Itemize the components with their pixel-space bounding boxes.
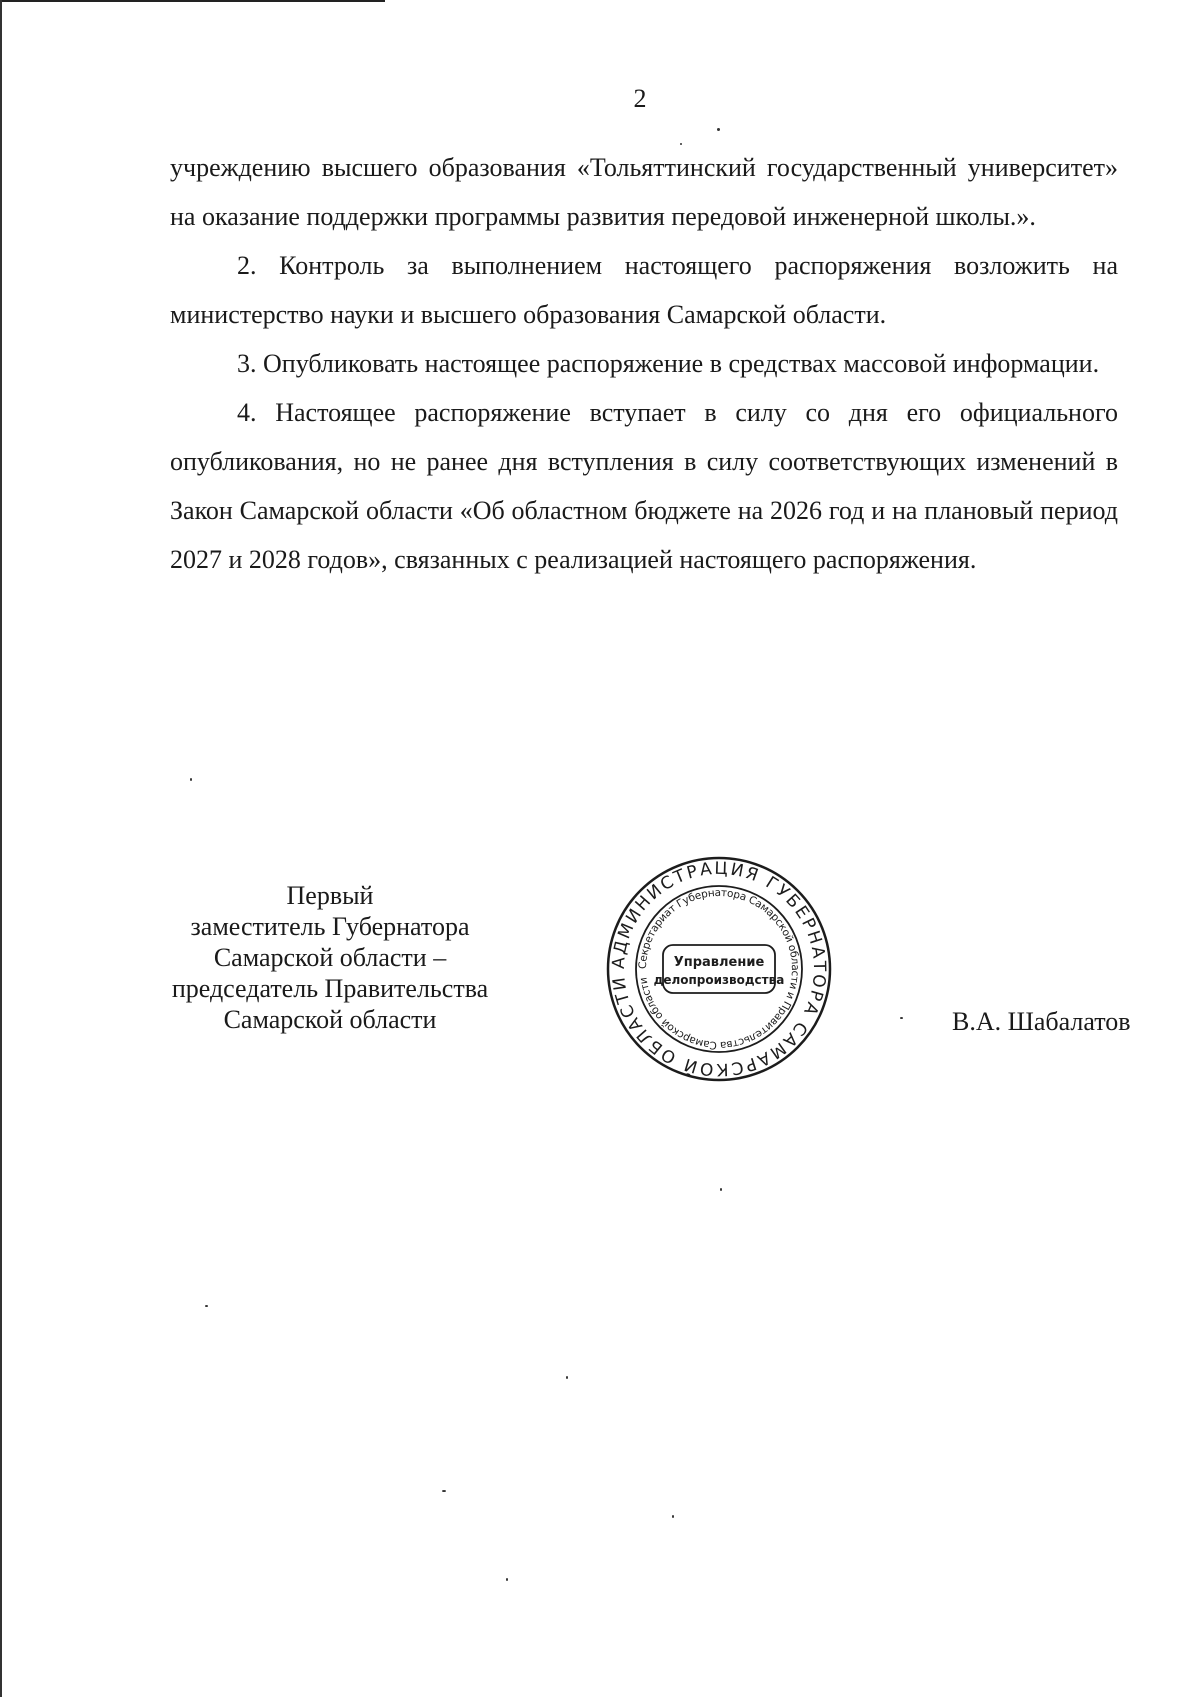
signer-name: В.А. Шабалатов [952, 1007, 1131, 1036]
seal-center-line2: делопроизводства [653, 973, 785, 987]
scan-edge-left [0, 0, 2, 1697]
scan-speck [506, 1578, 508, 1581]
scan-speck [717, 128, 720, 131]
paragraph-4: 4. Настоящее распоряжение вступает в силу со дня его официального опубликования, но не ранее дня вступления в силу соответствующих изменений в Закон Самарской области «Об областном бюджете на 2026 год и на плановый период 2027 и 2028 годов», связанных с реализацией настоящего распоряжения. [170, 398, 1118, 574]
paragraph-3: 3. Опубликовать настоящее распоряжение в средствах массовой информации. [237, 349, 1100, 378]
scan-speck [680, 143, 682, 145]
seal-outer-text: АДМИНИСТРАЦИЯ ГУБЕРНАТОРА САМАРСКОЙ ОБЛАСТИ [608, 858, 830, 1080]
scan-speck [205, 1305, 208, 1307]
document-body [170, 143, 1118, 584]
signer-title-line: Самарской области [223, 1005, 437, 1034]
signer-title-line: заместитель Губернатора [190, 912, 470, 941]
scan-speck [566, 1376, 568, 1379]
paragraph-continuation: учреждению высшего образования «Тольяттинский государственный университет» на оказание поддержки программы развития передовой инженерной школы.». [170, 153, 1118, 231]
scan-speck [442, 1490, 446, 1492]
scan-speck [900, 1017, 903, 1019]
signer-title-line: председатель Правительства [171, 974, 489, 1003]
seal-center-line1: Управление [673, 955, 765, 970]
signer-title-line: Самарской области – [213, 943, 447, 972]
page-number: 2 [633, 84, 647, 113]
paragraph-2: 2. Контроль за выполнением настоящего распоряжения возложить на министерство науки и высшего образования Самарской области. [170, 251, 1118, 329]
signer-title [130, 880, 530, 1035]
scan-speck [720, 1188, 722, 1191]
scan-speck [190, 778, 192, 781]
seal-inner-text: Секретариат Губернатора Самарской области и Правительства Самарской области [636, 886, 802, 1052]
official-seal [605, 855, 833, 1083]
signer-title-line: Первый [286, 881, 374, 910]
scan-edge-top [0, 0, 385, 2]
scan-speck [672, 1515, 674, 1518]
